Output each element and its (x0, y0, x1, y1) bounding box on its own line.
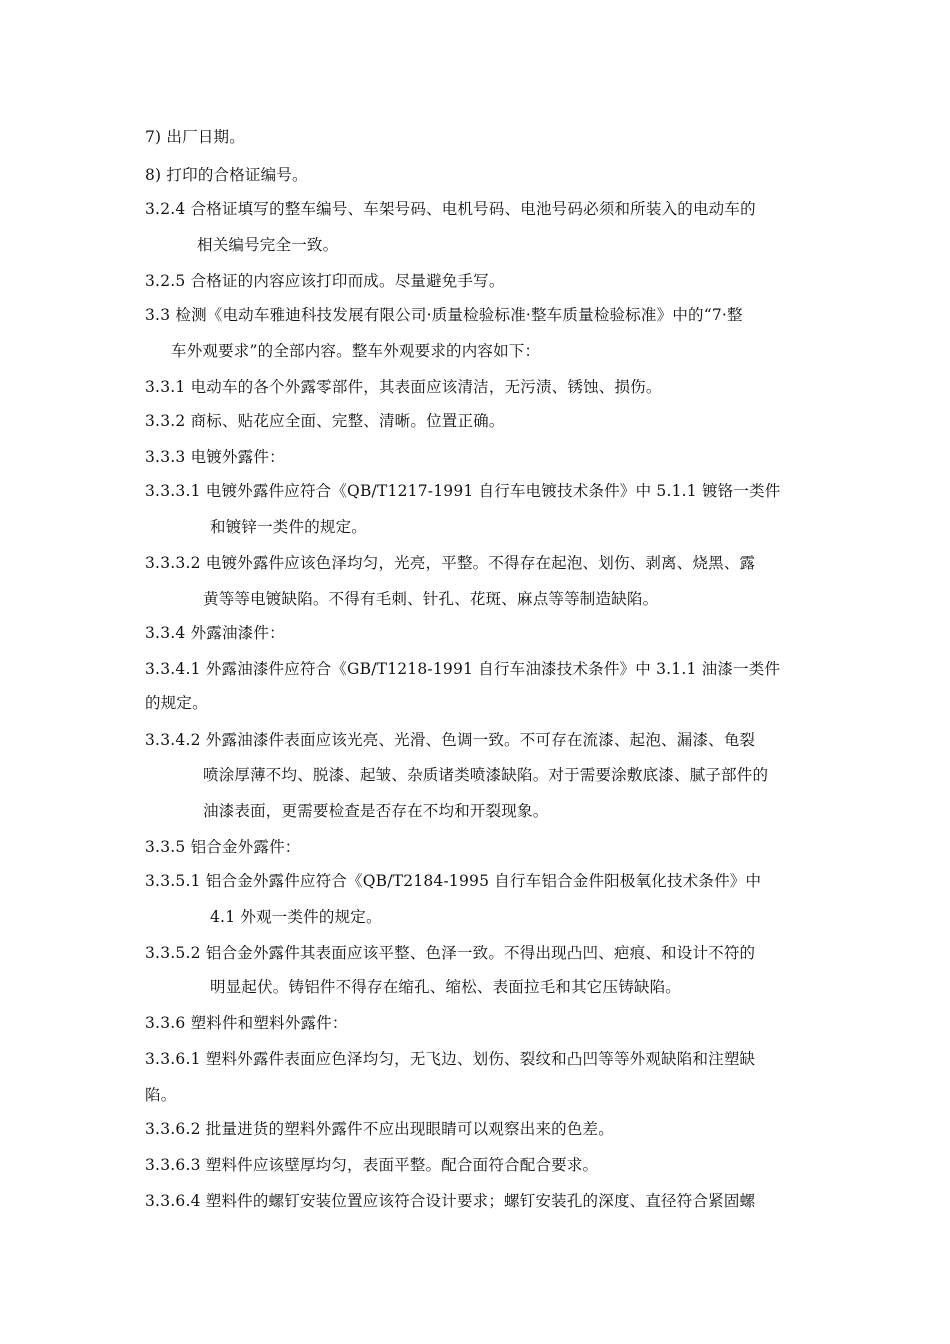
text-line: 3.3.5 铝合金外露件： (145, 838, 301, 856)
text-line: 3.3.5.2 铝合金外露件其表面应该平整、色泽一致。不得出现凸凹、疤痕、和设计不符的 (145, 944, 756, 962)
text-line: 喷涂厚薄不均、脱漆、起皱、杂质诸类喷漆缺陷。对于需要涂敷底漆、腻子部件的 (203, 766, 769, 784)
text-line: 明显起伏。铸铝件不得存在缩孔、缩松、表面拉毛和其它压铸缺陷。 (210, 978, 682, 996)
text-line: 7) 出厂日期。 (145, 128, 245, 146)
text-line: 3.3.1 电动车的各个外露零部件，其表面应该清洁，无污渍、锈蚀、损伤。 (145, 378, 662, 396)
text-line: 4.1 外观一类件的规定。 (210, 908, 382, 926)
text-line: 3.3.6.1 塑料外露件表面应色泽均匀，无飞边、划伤、裂纹和凸凹等等外观缺陷和注塑缺 (145, 1050, 756, 1068)
text-line: 3.3 检测《电动车雅迪科技发展有限公司·质量检验标准·整车质量检验标准》中的“7·整 (145, 306, 743, 324)
text-line: 的规定。 (145, 694, 208, 712)
text-line: 3.3.3 电镀外露件： (145, 448, 285, 466)
text-line: 3.3.6.2 批量进货的塑料外露件不应出现眼睛可以观察出来的色差。 (145, 1120, 614, 1138)
text-line: 油漆表面，更需要检查是否存在不均和开裂现象。 (203, 802, 549, 820)
text-line: 3.3.6.4 塑料件的螺钉安装位置应该符合设计要求；螺钉安装孔的深度、直径符合紧固螺 (145, 1192, 756, 1210)
text-line: 3.3.4.2 外露油漆件表面应该光亮、光滑、色调一致。不可存在流漆、起泡、漏漆、龟裂 (145, 731, 756, 749)
text-line: 黄等等电镀缺陷。不得有毛刺、针孔、花斑、麻点等等制造缺陷。 (203, 590, 659, 608)
text-line: 3.2.4 合格证填写的整车编号、车架号码、电机号码、电池号码必须和所装入的电动车的 (145, 200, 756, 218)
text-line: 3.3.3.1 电镀外露件应符合《QB/T1217-1991 自行车电镀技术条件》中 5.1.1 镀铬一类件 (145, 482, 781, 500)
text-line: 3.3.4.1 外露油漆件应符合《GB/T1218-1991 自行车油漆技术条件》中 3.1.1 油漆一类件 (145, 660, 781, 678)
text-line: 陷。 (145, 1086, 177, 1104)
text-line: 3.3.5.1 铝合金外露件应符合《QB/T2184-1995 自行车铝合金件阳极氧化技术条件》中 (145, 872, 762, 890)
text-line: 3.3.4 外露油漆件： (145, 624, 285, 642)
text-line: 3.2.5 合格证的内容应该打印而成。尽量避免手写。 (145, 272, 505, 290)
text-line: 3.3.2 商标、贴花应全面、完整、清晰。位置正确。 (145, 412, 505, 430)
text-line: 3.3.6.3 塑料件应该壁厚均匀，表面平整。配合面符合配合要求。 (145, 1156, 599, 1174)
text-line: 车外观要求”的全部内容。整车外观要求的内容如下： (171, 342, 541, 360)
text-line: 8) 打印的合格证编号。 (145, 166, 308, 184)
text-line: 和镀锌一类件的规定。 (210, 518, 368, 536)
text-line: 相关编号完全一致。 (197, 236, 339, 254)
text-line: 3.3.3.2 电镀外露件应该色泽均匀，光亮，平整。不得存在起泡、划伤、剥离、烧黑、露 (145, 554, 756, 572)
text-line: 3.3.6 塑料件和塑料外露件： (145, 1014, 348, 1032)
